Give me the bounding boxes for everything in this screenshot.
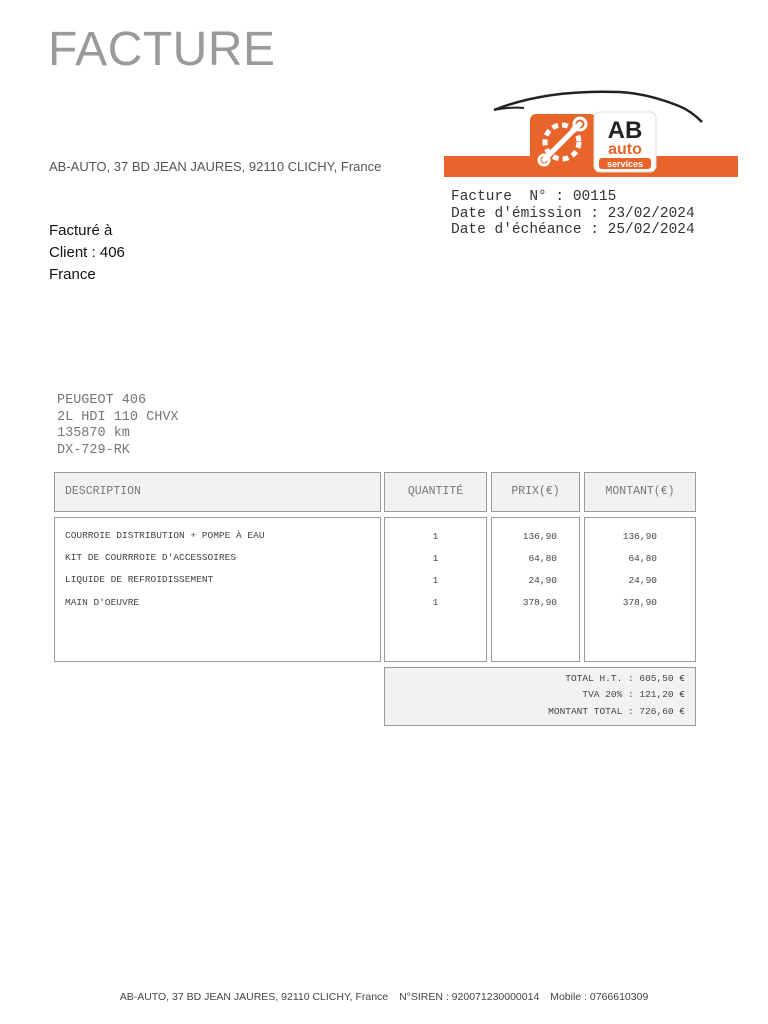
invoice-meta: [451, 189, 695, 239]
vehicle-model: PEUGEOT 406: [57, 393, 147, 408]
row-quantity: 1: [432, 531, 439, 542]
logo-text-auto: auto: [608, 141, 642, 158]
header-price-label: PRIX(€): [511, 485, 560, 498]
logo-text-ab: AB: [607, 117, 643, 144]
due-date: Date d'échéance : 25/02/2024: [451, 222, 695, 238]
row-description: MAIN D'OEUVRE: [65, 597, 140, 608]
footer-mobile: Mobile : 0766610309: [550, 991, 649, 1003]
header-quantity: [384, 472, 487, 512]
total-tva: TVA 20% : 121,20 €: [582, 689, 685, 700]
footer: [0, 991, 768, 1003]
header-description: [54, 472, 381, 512]
header-description-label: DESCRIPTION: [65, 485, 141, 498]
company-address: AB-AUTO, 37 BD JEAN JAURES, 92110 CLICHY, France: [49, 159, 382, 174]
header-price: [491, 472, 580, 512]
vehicle-plate: DX-729-RK: [57, 442, 130, 458]
header-quantity-label: QUANTITÉ: [407, 485, 464, 498]
header-amount-label: MONTANT(€): [605, 485, 675, 498]
body-amount-column: [584, 517, 696, 662]
invoice-number: Facture N° : 00115: [451, 189, 617, 205]
vehicle-info: [57, 393, 179, 459]
logo-text-services: services: [606, 159, 644, 169]
row-description: KIT DE COURRROIE D'ACCESSOIRES: [65, 552, 237, 563]
footer-address: AB-AUTO, 37 BD JEAN JAURES, 92110 CLICHY, France: [119, 991, 389, 1003]
row-amount: 24,90: [628, 575, 657, 586]
total-ttc: MONTANT TOTAL : 726,60 €: [548, 706, 685, 717]
header-amount: [584, 472, 696, 512]
row-price: 378,90: [522, 597, 557, 608]
totals-box: [384, 667, 696, 726]
row-amount: 64,80: [628, 553, 657, 564]
row-price: 24,90: [528, 575, 557, 586]
bill-to-heading: Facturé à: [49, 222, 113, 239]
bill-to: [49, 220, 125, 286]
row-amount: 378,90: [622, 597, 657, 608]
row-amount: 136,90: [622, 531, 657, 542]
row-quantity: 1: [432, 597, 439, 608]
company-logo: [444, 88, 738, 180]
row-price: 136,90: [522, 531, 557, 542]
row-description: LIQUIDE DE REFROIDISSEMENT: [65, 574, 214, 585]
vehicle-engine: 2L HDI 110 CHVX: [57, 409, 179, 425]
client-name: Client : 406: [49, 244, 125, 261]
client-country: France: [49, 266, 96, 283]
row-quantity: 1: [432, 553, 439, 564]
row-price: 64,80: [528, 553, 557, 564]
footer-siren: N°SIREN : 920071230000014: [399, 991, 540, 1003]
row-description: COURROIE DISTRIBUTION + POMPE À EAU: [65, 530, 265, 541]
body-price-column: [491, 517, 580, 662]
total-ht: TOTAL H.T. : 605,50 €: [565, 673, 685, 684]
body-quantity-column: [384, 517, 487, 662]
row-quantity: 1: [432, 575, 439, 586]
issue-date: Date d'émission : 23/02/2024: [451, 205, 695, 222]
document-title: FACTURE: [48, 23, 276, 76]
body-description-column: [54, 517, 381, 662]
vehicle-mileage: 135870 km: [57, 426, 130, 441]
